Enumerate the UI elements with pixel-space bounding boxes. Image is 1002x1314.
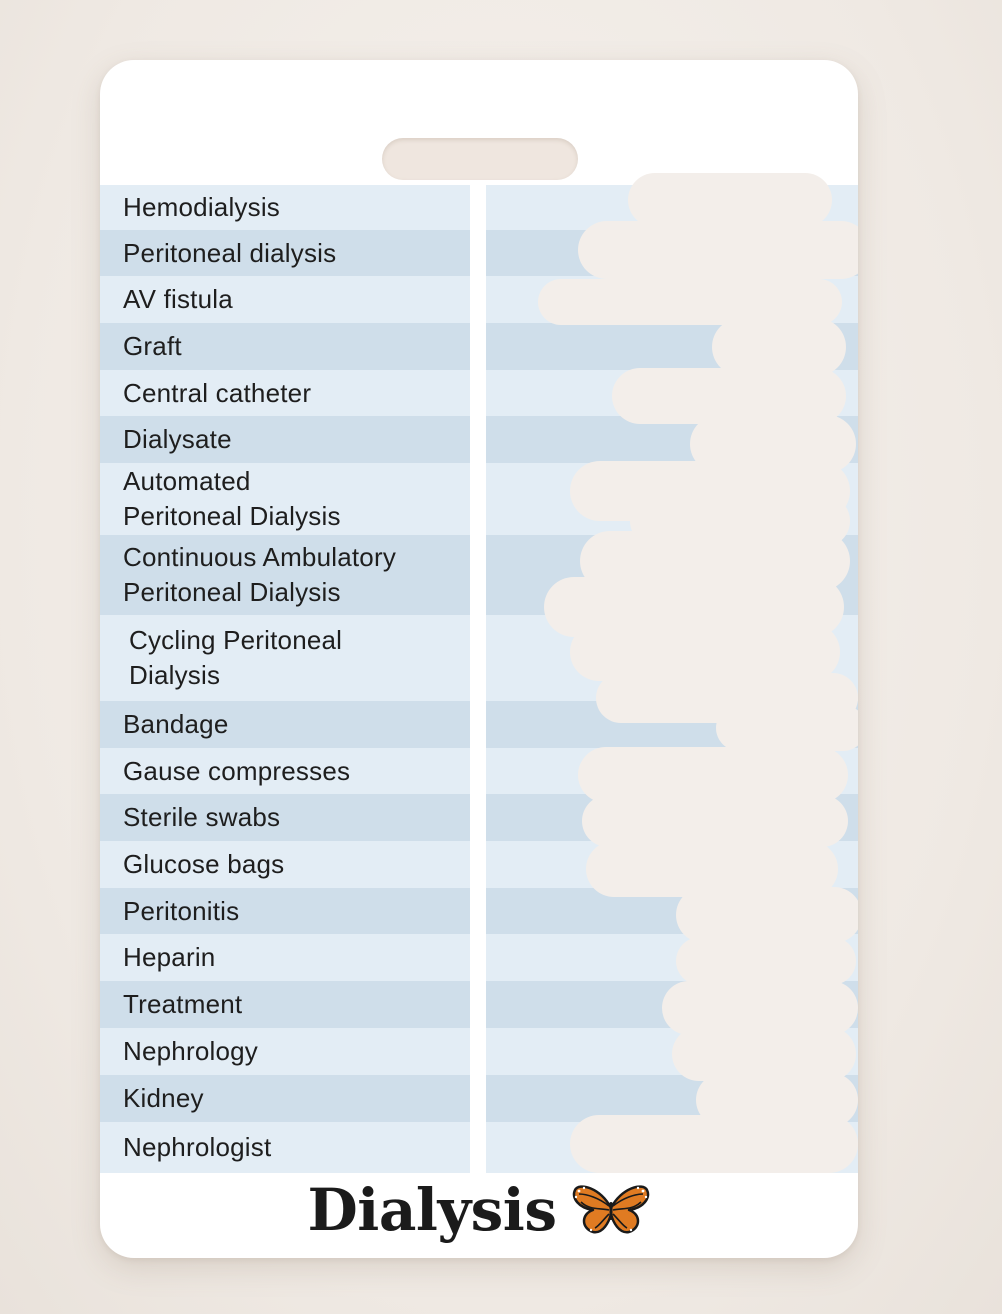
term-label: Graft [123, 331, 182, 361]
card-title [100, 1170, 858, 1250]
term-label: Central catheter [123, 377, 312, 408]
term-label: Sterile swabs [123, 802, 281, 832]
term-label: Heparin [123, 942, 216, 972]
term-label: Cycling Peritoneal Dialysis [129, 625, 343, 690]
term-label: Bandage [123, 709, 229, 739]
column-divider [470, 185, 486, 1173]
term-label: Nephrologist [123, 1132, 272, 1162]
title-text: Dialysis [307, 1176, 557, 1244]
term-label: Treatment [123, 989, 243, 1019]
term-label: AV fistula [123, 284, 233, 314]
term-label: Hemodialysis [123, 192, 281, 222]
term-label: Dialysate [123, 424, 232, 454]
lanyard-slot [382, 138, 578, 180]
butterfly-icon [571, 1182, 651, 1238]
term-label: Gause compresses [123, 755, 351, 786]
term-label: Glucose bags [123, 849, 285, 879]
term-label: Automated Peritoneal Dialysis [123, 466, 341, 531]
term-label: Peritoneal dialysis [123, 237, 337, 268]
term-label: Kidney [123, 1083, 204, 1113]
term-label: Continuous Ambulatory Peritoneal Dialysis [123, 542, 397, 607]
term-label: Nephrology [123, 1036, 258, 1066]
badge-card [100, 60, 858, 1258]
term-label: Peritonitis [123, 895, 240, 926]
vocabulary-table [100, 185, 858, 1173]
